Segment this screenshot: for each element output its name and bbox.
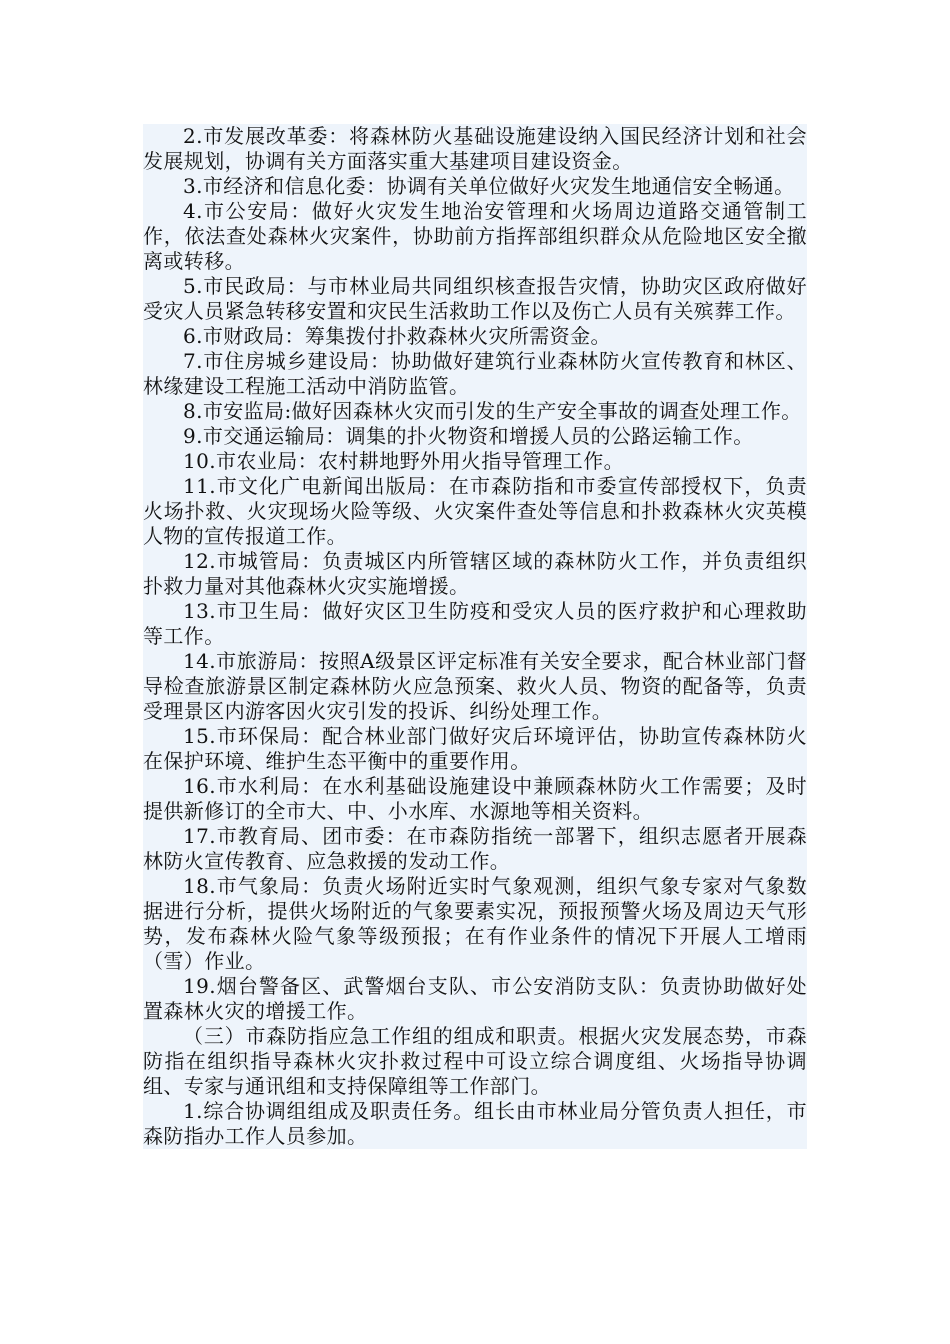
paragraph: 4.市公安局：做好火灾发生地治安管理和火场周边道路交通管制工作，依法查处森林火灾案件，协助前方指挥部组织群众从危险地区安全撤离或转移。 <box>143 199 807 273</box>
paragraph: 14.市旅游局：按照A级景区评定标准有关安全要求，配合林业部门督导检查旅游景区制定森林防火应急预案、救火人员、物资的配备等，负责受理景区内游客因火灾引发的投诉、纠纷处理工作。 <box>143 649 807 723</box>
paragraph: 13.市卫生局：做好灾区卫生防疫和受灾人员的医疗救护和心理救助等工作。 <box>143 599 807 648</box>
paragraph: 9.市交通运输局：调集的扑火物资和增援人员的公路运输工作。 <box>183 424 754 448</box>
paragraph: 6.市财政局：筹集拨付扑救森林火灾所需资金。 <box>183 324 611 348</box>
paragraph: 5.市民政局：与市林业局共同组织核查报告灾情，协助灾区政府做好受灾人员紧急转移安置和灾民生活救助工作以及伤亡人员有关殡葬工作。 <box>143 274 807 323</box>
paragraph: 7.市住房城乡建设局：协助做好建筑行业森林防火宣传教育和林区、林缘建设工程施工活动中消防监管。 <box>143 349 807 398</box>
paragraph: 8.市安监局:做好因森林火灾而引发的生产安全事故的调查处理工作。 <box>183 399 802 423</box>
paragraph: 1.综合协调组组成及职责任务。组长由市林业局分管负责人担任，市森防指办工作人员参加。 <box>143 1099 807 1148</box>
paragraph: 17.市教育局、团市委：在市森防指统一部署下，组织志愿者开展森林防火宣传教育、应急救援的发动工作。 <box>143 824 807 873</box>
paragraph: 12.市城管局：负责城区内所管辖区域的森林防火工作，并负责组织扑救力量对其他森林火灾实施增援。 <box>143 549 807 598</box>
paragraph: （三）市森防指应急工作组的组成和职责。根据火灾发展态势，市森防指在组织指导森林火灾扑救过程中可设立综合调度组、火场指导协调组、专家与通讯组和支持保障组等工作部门。 <box>143 1024 807 1098</box>
paragraph: 18.市气象局：负责火场附近实时气象观测，组织气象专家对气象数据进行分析，提供火场附近的气象要素实况，预报预警火场及周边天气形势，发布森林火险气象等级预报；在有作业条件的情况下开展人工增雨（雪）作业。 <box>143 874 807 973</box>
paragraph: 15.市环保局：配合林业部门做好灾后环境评估，协助宣传森林防火在保护环境、维护生态平衡中的重要作用。 <box>143 724 807 773</box>
paragraph: 10.市农业局：农村耕地野外用火指导管理工作。 <box>183 449 625 473</box>
paragraph: 19.烟台警备区、武警烟台支队、市公安消防支队：负责协助做好处置森林火灾的增援工作。 <box>143 974 807 1023</box>
paragraph: 3.市经济和信息化委：协调有关单位做好火灾发生地通信安全畅通。 <box>183 174 795 198</box>
paragraph: 11.市文化广电新闻出版局：在市森防指和市委宣传部授权下，负责火场扑救、火灾现场火险等级、火灾案件查处等信息和扑救森林火灾英模人物的宣传报道工作。 <box>143 474 807 548</box>
paragraph: 16.市水利局：在水利基础设施建设中兼顾森林防火工作需要；及时提供新修订的全市大、中、小水库、水源地等相关资料。 <box>143 774 807 823</box>
paragraph: 2.市发展改革委：将森林防火基础设施建设纳入国民经济计划和社会发展规划，协调有关方面落实重大基建项目建设资金。 <box>143 124 807 173</box>
document-body <box>143 124 807 1149</box>
